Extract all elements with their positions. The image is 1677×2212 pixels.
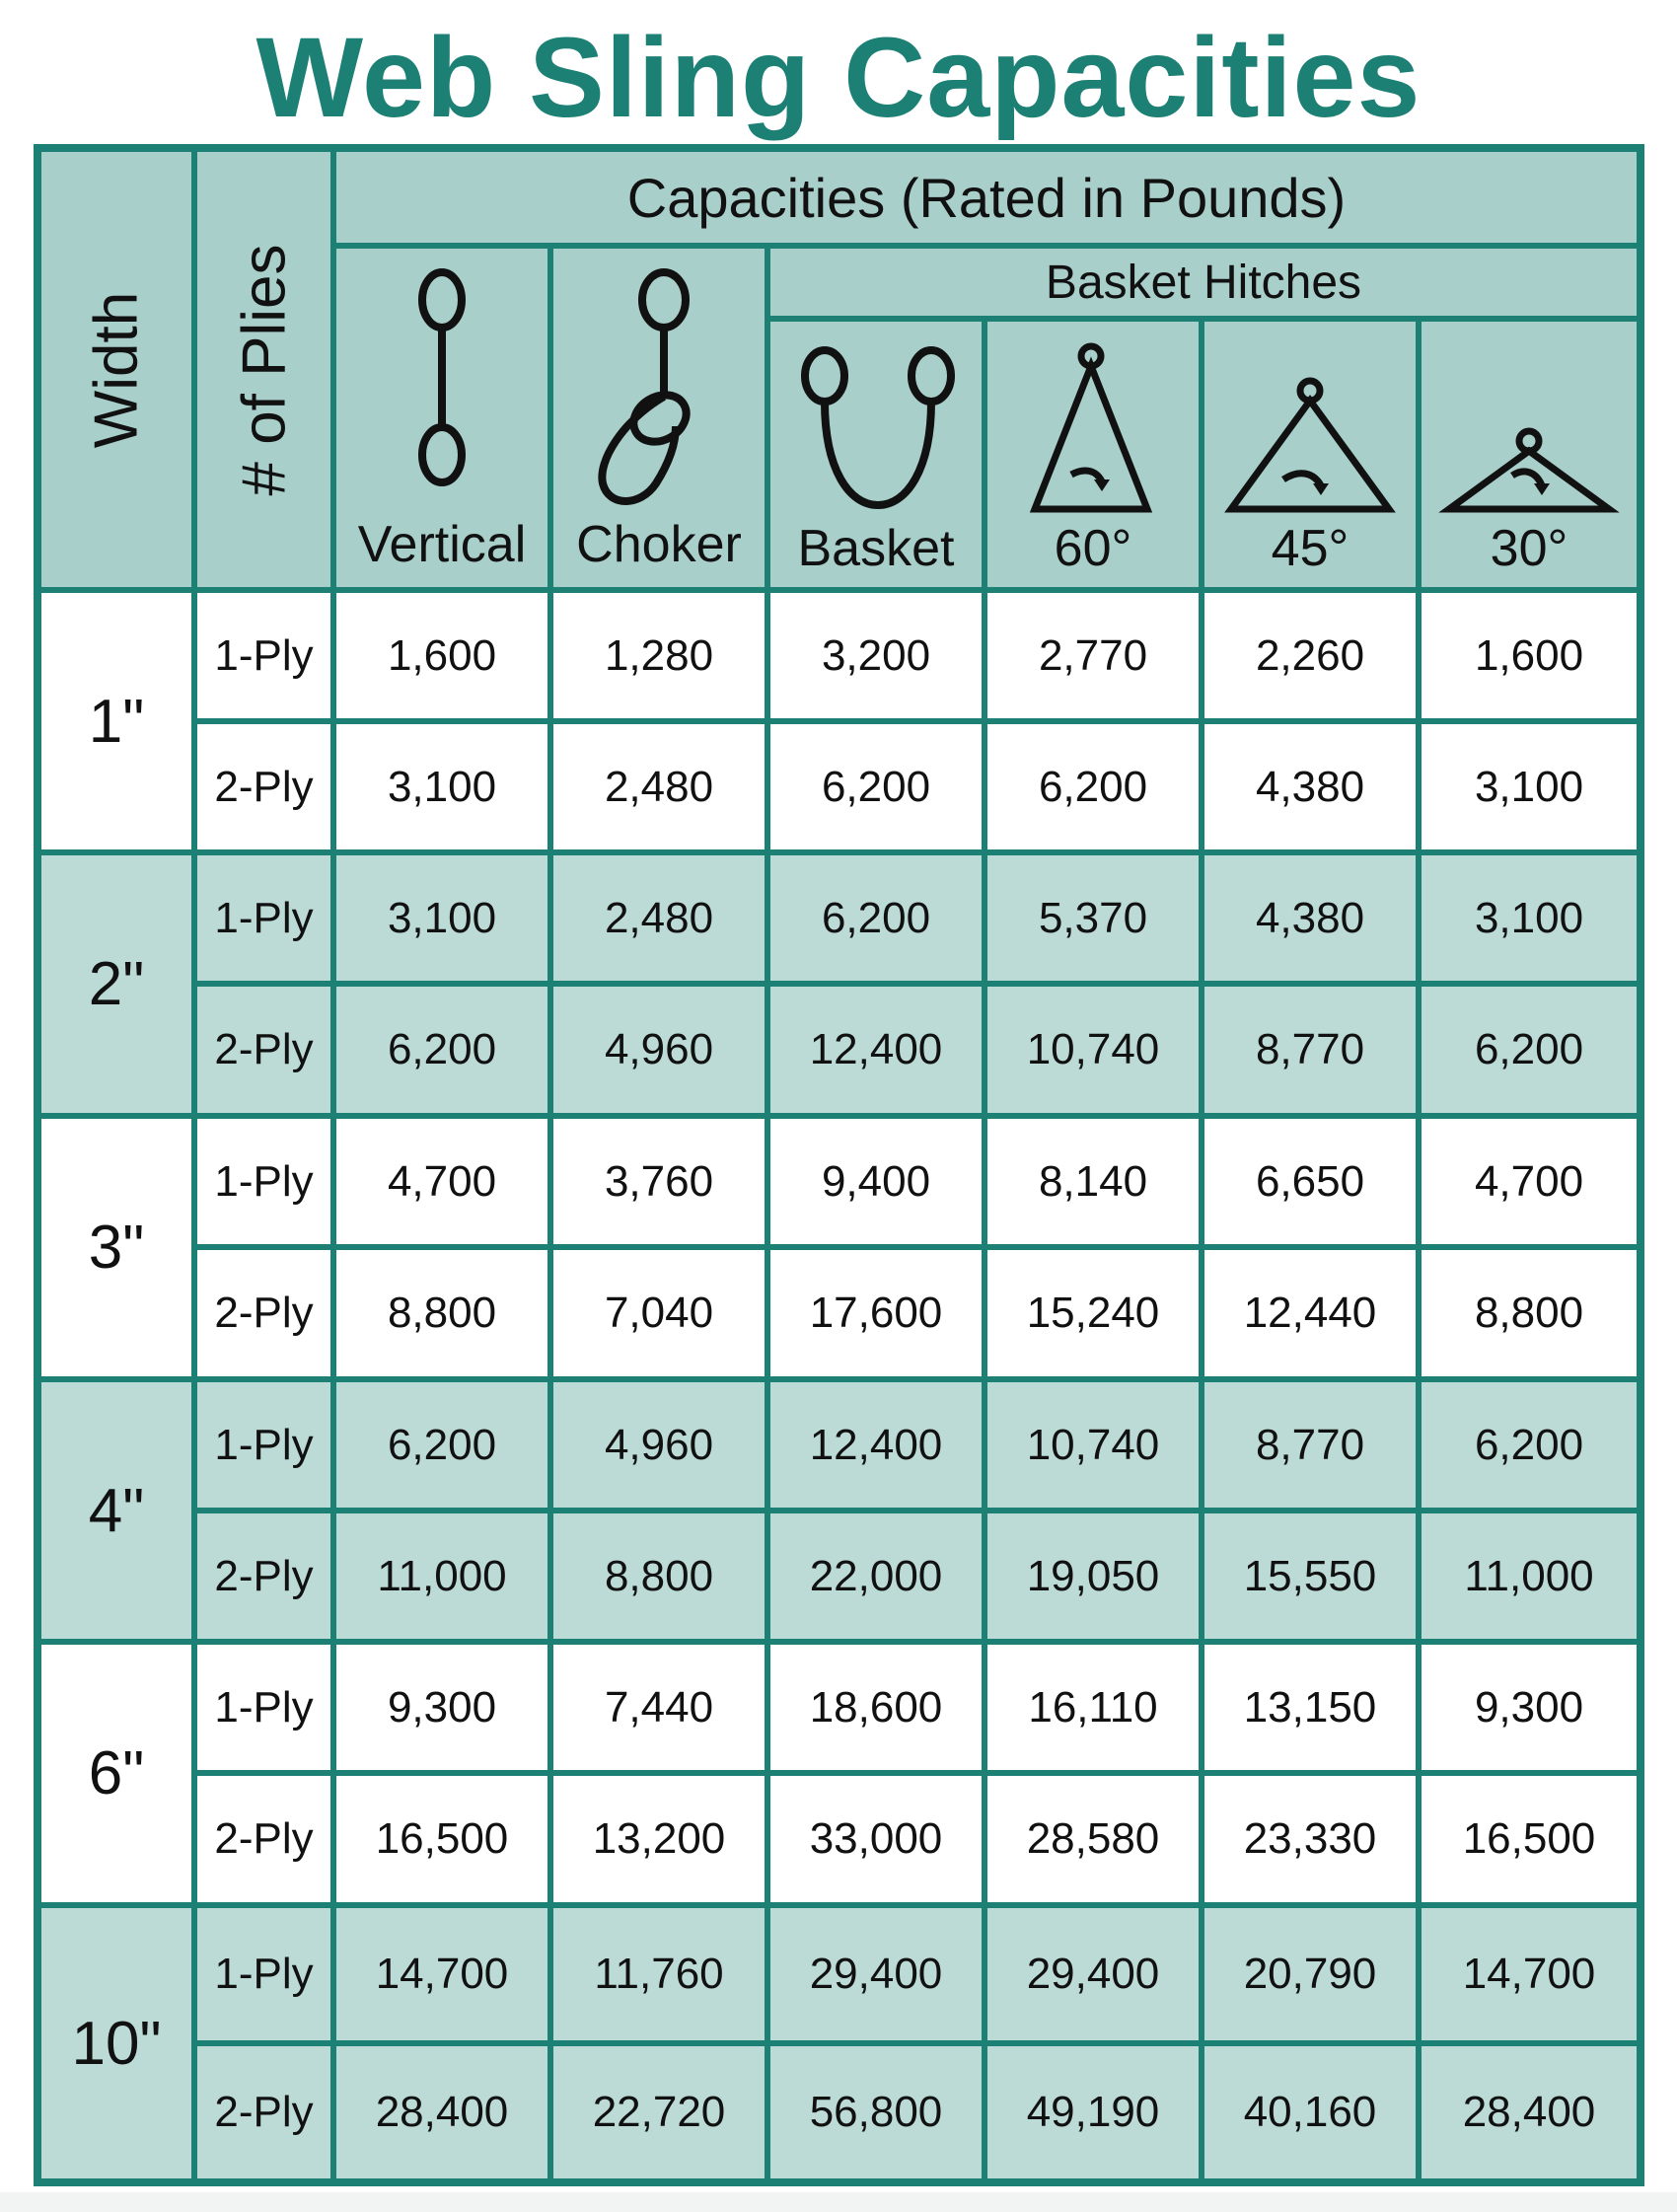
capacity-value: 28,400	[375, 2088, 509, 2136]
ply-label: 1-Ply	[214, 1156, 314, 1206]
capacities-header	[336, 152, 1637, 243]
capacity-value: 11,760	[594, 1950, 724, 1998]
width-value: 6"	[88, 1739, 145, 1807]
capacity-value: 28,580	[1026, 1814, 1160, 1863]
capacity-cell	[1204, 1119, 1416, 1244]
capacity-value: 9,300	[387, 1682, 497, 1732]
column-label-basket: Basket	[797, 520, 955, 577]
capacity-value: 9,300	[1474, 1682, 1584, 1732]
capacity-value: 2,770	[1038, 630, 1148, 680]
capacity-cell	[1422, 593, 1637, 718]
capacity-cell	[987, 855, 1199, 981]
capacity-value: 10,740	[1026, 1025, 1160, 1073]
capacity-value: 6,200	[387, 1025, 497, 1073]
ply-cell	[197, 1250, 330, 1376]
capacity-value: 8,800	[1474, 1289, 1584, 1337]
capacity-value: 15,550	[1243, 1551, 1377, 1600]
ply-cell	[197, 1776, 330, 1902]
column-label-60: 60°	[1054, 520, 1132, 577]
ply-label: 1-Ply	[214, 630, 314, 680]
capacity-value: 12,400	[809, 1025, 943, 1073]
capacity-cell	[553, 1908, 765, 2040]
capacity-cell	[770, 1119, 982, 1244]
capacity-cell	[770, 1513, 982, 1639]
width-value: 1"	[88, 687, 145, 756]
capacity-cell	[336, 1382, 547, 1508]
capacity-value: 3,100	[1474, 762, 1584, 811]
capacity-cell	[553, 855, 765, 981]
basket-hitches-header-label: Basket Hitches	[1045, 256, 1362, 309]
ply-label: 1-Ply	[214, 893, 314, 942]
column-header-choker	[553, 249, 765, 587]
column-label-vertical: Vertical	[357, 516, 527, 573]
capacity-value: 13,150	[1243, 1682, 1377, 1732]
capacity-value: 11,000	[1464, 1551, 1594, 1600]
capacity-cell	[987, 1119, 1199, 1244]
capacity-cell	[336, 1513, 547, 1639]
width-cell	[41, 1382, 191, 1639]
column-header-vertical	[336, 249, 547, 587]
capacity-value: 1,600	[387, 630, 497, 680]
capacity-cell	[987, 1908, 1199, 2040]
capacity-value: 3,100	[387, 893, 497, 942]
capacity-cell	[770, 724, 982, 849]
page-title: Web Sling Capacities	[255, 15, 1422, 141]
capacity-cell	[770, 1776, 982, 1902]
capacity-value: 4,380	[1255, 893, 1365, 942]
capacity-value: 5,370	[1038, 893, 1148, 942]
ply-cell	[197, 1908, 330, 2040]
capacity-table	[34, 144, 1644, 2186]
basket-hitches-header	[770, 249, 1637, 316]
capacity-cell	[1204, 593, 1416, 718]
column-label-30: 30°	[1490, 520, 1568, 577]
capacity-cell	[770, 1645, 982, 1770]
capacity-value: 16,500	[375, 1814, 509, 1863]
capacity-cell	[1204, 1645, 1416, 1770]
capacity-cell	[1204, 987, 1416, 1113]
capacity-cell	[336, 855, 547, 981]
capacity-value: 56,800	[809, 2088, 943, 2136]
capacity-cell	[770, 1908, 982, 2040]
capacity-cell	[770, 2046, 982, 2178]
capacity-value: 13,200	[592, 1814, 726, 1863]
capacity-cell	[1422, 1382, 1637, 1508]
capacity-cell	[336, 593, 547, 718]
capacity-cell	[770, 1382, 982, 1508]
capacity-value: 8,770	[1255, 1420, 1365, 1469]
capacities-header-label: Capacities (Rated in Pounds)	[626, 166, 1347, 229]
capacity-cell	[987, 1513, 1199, 1639]
capacity-value: 2,480	[604, 762, 714, 811]
capacity-value: 18,600	[809, 1682, 943, 1732]
capacity-cell	[987, 1382, 1199, 1508]
capacity-value: 8,770	[1255, 1025, 1365, 1073]
width-cell	[41, 855, 191, 1113]
capacity-value: 29,400	[1026, 1950, 1160, 1998]
capacity-cell	[1204, 1776, 1416, 1902]
ply-cell	[197, 855, 330, 981]
capacity-value: 4,700	[387, 1156, 497, 1206]
ply-cell	[197, 987, 330, 1113]
capacity-cell	[336, 1908, 547, 2040]
capacity-value: 23,330	[1243, 1814, 1377, 1863]
capacity-value: 6,200	[1474, 1420, 1584, 1469]
capacity-cell	[987, 987, 1199, 1113]
width-header	[41, 152, 191, 587]
ply-cell	[197, 1513, 330, 1639]
capacity-cell	[336, 1645, 547, 1770]
capacity-value: 6,200	[387, 1420, 497, 1469]
capacity-value: 4,960	[604, 1420, 714, 1469]
ply-cell	[197, 593, 330, 718]
capacity-cell	[1422, 724, 1637, 849]
capacity-cell	[987, 724, 1199, 849]
ply-label: 1-Ply	[214, 1682, 314, 1732]
capacity-value: 8,800	[387, 1289, 497, 1337]
ply-cell	[197, 2046, 330, 2178]
capacity-value: 6,200	[821, 893, 931, 942]
capacity-value: 16,110	[1028, 1682, 1158, 1732]
capacity-cell	[770, 593, 982, 718]
capacity-cell	[1422, 855, 1637, 981]
capacity-cell	[336, 1250, 547, 1376]
ply-cell	[197, 1119, 330, 1244]
column-header-45	[1204, 322, 1416, 587]
column-label-choker: Choker	[576, 516, 742, 573]
capacity-cell	[553, 1513, 765, 1639]
capacity-cell	[553, 724, 765, 849]
capacity-cell	[987, 1645, 1199, 1770]
width-cell	[41, 593, 191, 849]
capacity-cell	[553, 1645, 765, 1770]
capacity-value: 17,600	[809, 1289, 943, 1337]
capacity-value: 4,700	[1474, 1156, 1584, 1206]
capacity-cell	[553, 1776, 765, 1902]
capacity-value: 20,790	[1243, 1950, 1377, 1998]
capacity-value: 3,760	[604, 1156, 714, 1206]
capacity-cell	[1204, 1382, 1416, 1508]
ply-label: 2-Ply	[214, 762, 314, 811]
capacity-value: 6,200	[1474, 1025, 1584, 1073]
capacity-value: 2,480	[604, 893, 714, 942]
capacity-cell	[1422, 987, 1637, 1113]
capacity-value: 22,720	[592, 2088, 726, 2136]
capacity-cell	[770, 987, 982, 1113]
capacity-cell	[336, 724, 547, 849]
capacity-cell	[1422, 1513, 1637, 1639]
capacity-value: 40,160	[1243, 2088, 1377, 2136]
column-header-basket	[770, 322, 982, 587]
capacity-cell	[987, 1776, 1199, 1902]
capacity-value: 14,700	[1462, 1950, 1596, 1998]
plies-header	[197, 152, 330, 587]
capacity-cell	[336, 2046, 547, 2178]
capacity-cell	[553, 1382, 765, 1508]
capacity-cell	[1204, 724, 1416, 849]
capacity-value: 29,400	[809, 1950, 943, 1998]
width-value: 3"	[88, 1214, 145, 1282]
ply-label: 2-Ply	[214, 1814, 314, 1863]
capacity-value: 14,700	[375, 1950, 509, 1998]
capacity-cell	[1204, 2046, 1416, 2178]
capacity-value: 28,400	[1462, 2088, 1596, 2136]
ply-label: 2-Ply	[214, 1025, 314, 1073]
ply-label: 2-Ply	[214, 1289, 314, 1337]
capacity-value: 7,040	[604, 1289, 714, 1337]
capacity-cell	[553, 1119, 765, 1244]
capacity-cell	[1422, 1776, 1637, 1902]
capacity-value: 16,500	[1462, 1814, 1596, 1863]
capacity-cell	[987, 1250, 1199, 1376]
capacity-cell	[336, 1119, 547, 1244]
ply-cell	[197, 1382, 330, 1508]
capacity-value: 10,740	[1026, 1420, 1160, 1469]
ply-label: 1-Ply	[214, 1950, 314, 1998]
plies-header-label: # of Plies	[230, 243, 298, 496]
capacity-value: 4,960	[604, 1025, 714, 1073]
bottom-strip	[0, 2192, 1677, 2212]
ply-cell	[197, 724, 330, 849]
capacity-value: 11,000	[377, 1551, 507, 1600]
capacity-cell	[1204, 1908, 1416, 2040]
capacity-cell	[336, 987, 547, 1113]
capacity-cell	[1422, 1908, 1637, 2040]
ply-label: 1-Ply	[214, 1420, 314, 1469]
capacity-value: 6,200	[1038, 762, 1148, 811]
column-header-30	[1422, 322, 1637, 587]
capacity-value: 1,280	[604, 630, 714, 680]
capacity-cell	[553, 987, 765, 1113]
capacity-cell	[1204, 1513, 1416, 1639]
capacity-value: 4,380	[1255, 762, 1365, 811]
capacity-cell	[1422, 2046, 1637, 2178]
capacity-cell	[1204, 1250, 1416, 1376]
capacity-cell	[553, 593, 765, 718]
capacity-value: 3,100	[1474, 893, 1584, 942]
capacity-value: 3,200	[821, 630, 931, 680]
capacity-value: 22,000	[809, 1551, 943, 1600]
capacity-cell	[1422, 1250, 1637, 1376]
width-cell	[41, 1119, 191, 1376]
capacity-value: 6,650	[1255, 1156, 1365, 1206]
capacity-cell	[1422, 1119, 1637, 1244]
width-value: 2"	[88, 950, 145, 1018]
capacity-cell	[987, 2046, 1199, 2178]
capacity-cell	[1204, 855, 1416, 981]
column-header-60	[987, 322, 1199, 587]
capacity-cell	[336, 1776, 547, 1902]
ply-label: 2-Ply	[214, 1551, 314, 1600]
capacity-cell	[553, 2046, 765, 2178]
capacity-value: 3,100	[387, 762, 497, 811]
width-cell	[41, 1908, 191, 2178]
capacity-value: 8,800	[604, 1551, 714, 1600]
capacity-value: 19,050	[1026, 1551, 1160, 1600]
capacity-value: 9,400	[821, 1156, 931, 1206]
capacity-value: 6,200	[821, 762, 931, 811]
capacity-value: 2,260	[1255, 630, 1365, 680]
capacity-cell	[987, 593, 1199, 718]
width-value: 10"	[71, 2009, 162, 2078]
capacity-cell	[770, 1250, 982, 1376]
capacity-value: 15,240	[1026, 1289, 1160, 1337]
capacity-value: 8,140	[1038, 1156, 1148, 1206]
capacity-value: 49,190	[1026, 2088, 1160, 2136]
column-label-45: 45°	[1271, 520, 1349, 577]
ply-cell	[197, 1645, 330, 1770]
capacity-cell	[553, 1250, 765, 1376]
ply-label: 2-Ply	[214, 2088, 314, 2136]
capacity-cell	[1422, 1645, 1637, 1770]
capacity-value: 33,000	[809, 1814, 943, 1863]
width-cell	[41, 1645, 191, 1902]
capacity-cell	[770, 855, 982, 981]
capacity-value: 12,440	[1243, 1289, 1377, 1337]
capacity-value: 12,400	[809, 1420, 943, 1469]
width-header-label: Width	[82, 291, 151, 448]
capacity-value: 1,600	[1474, 630, 1584, 680]
width-value: 4"	[88, 1476, 145, 1545]
capacity-value: 7,440	[604, 1682, 714, 1732]
